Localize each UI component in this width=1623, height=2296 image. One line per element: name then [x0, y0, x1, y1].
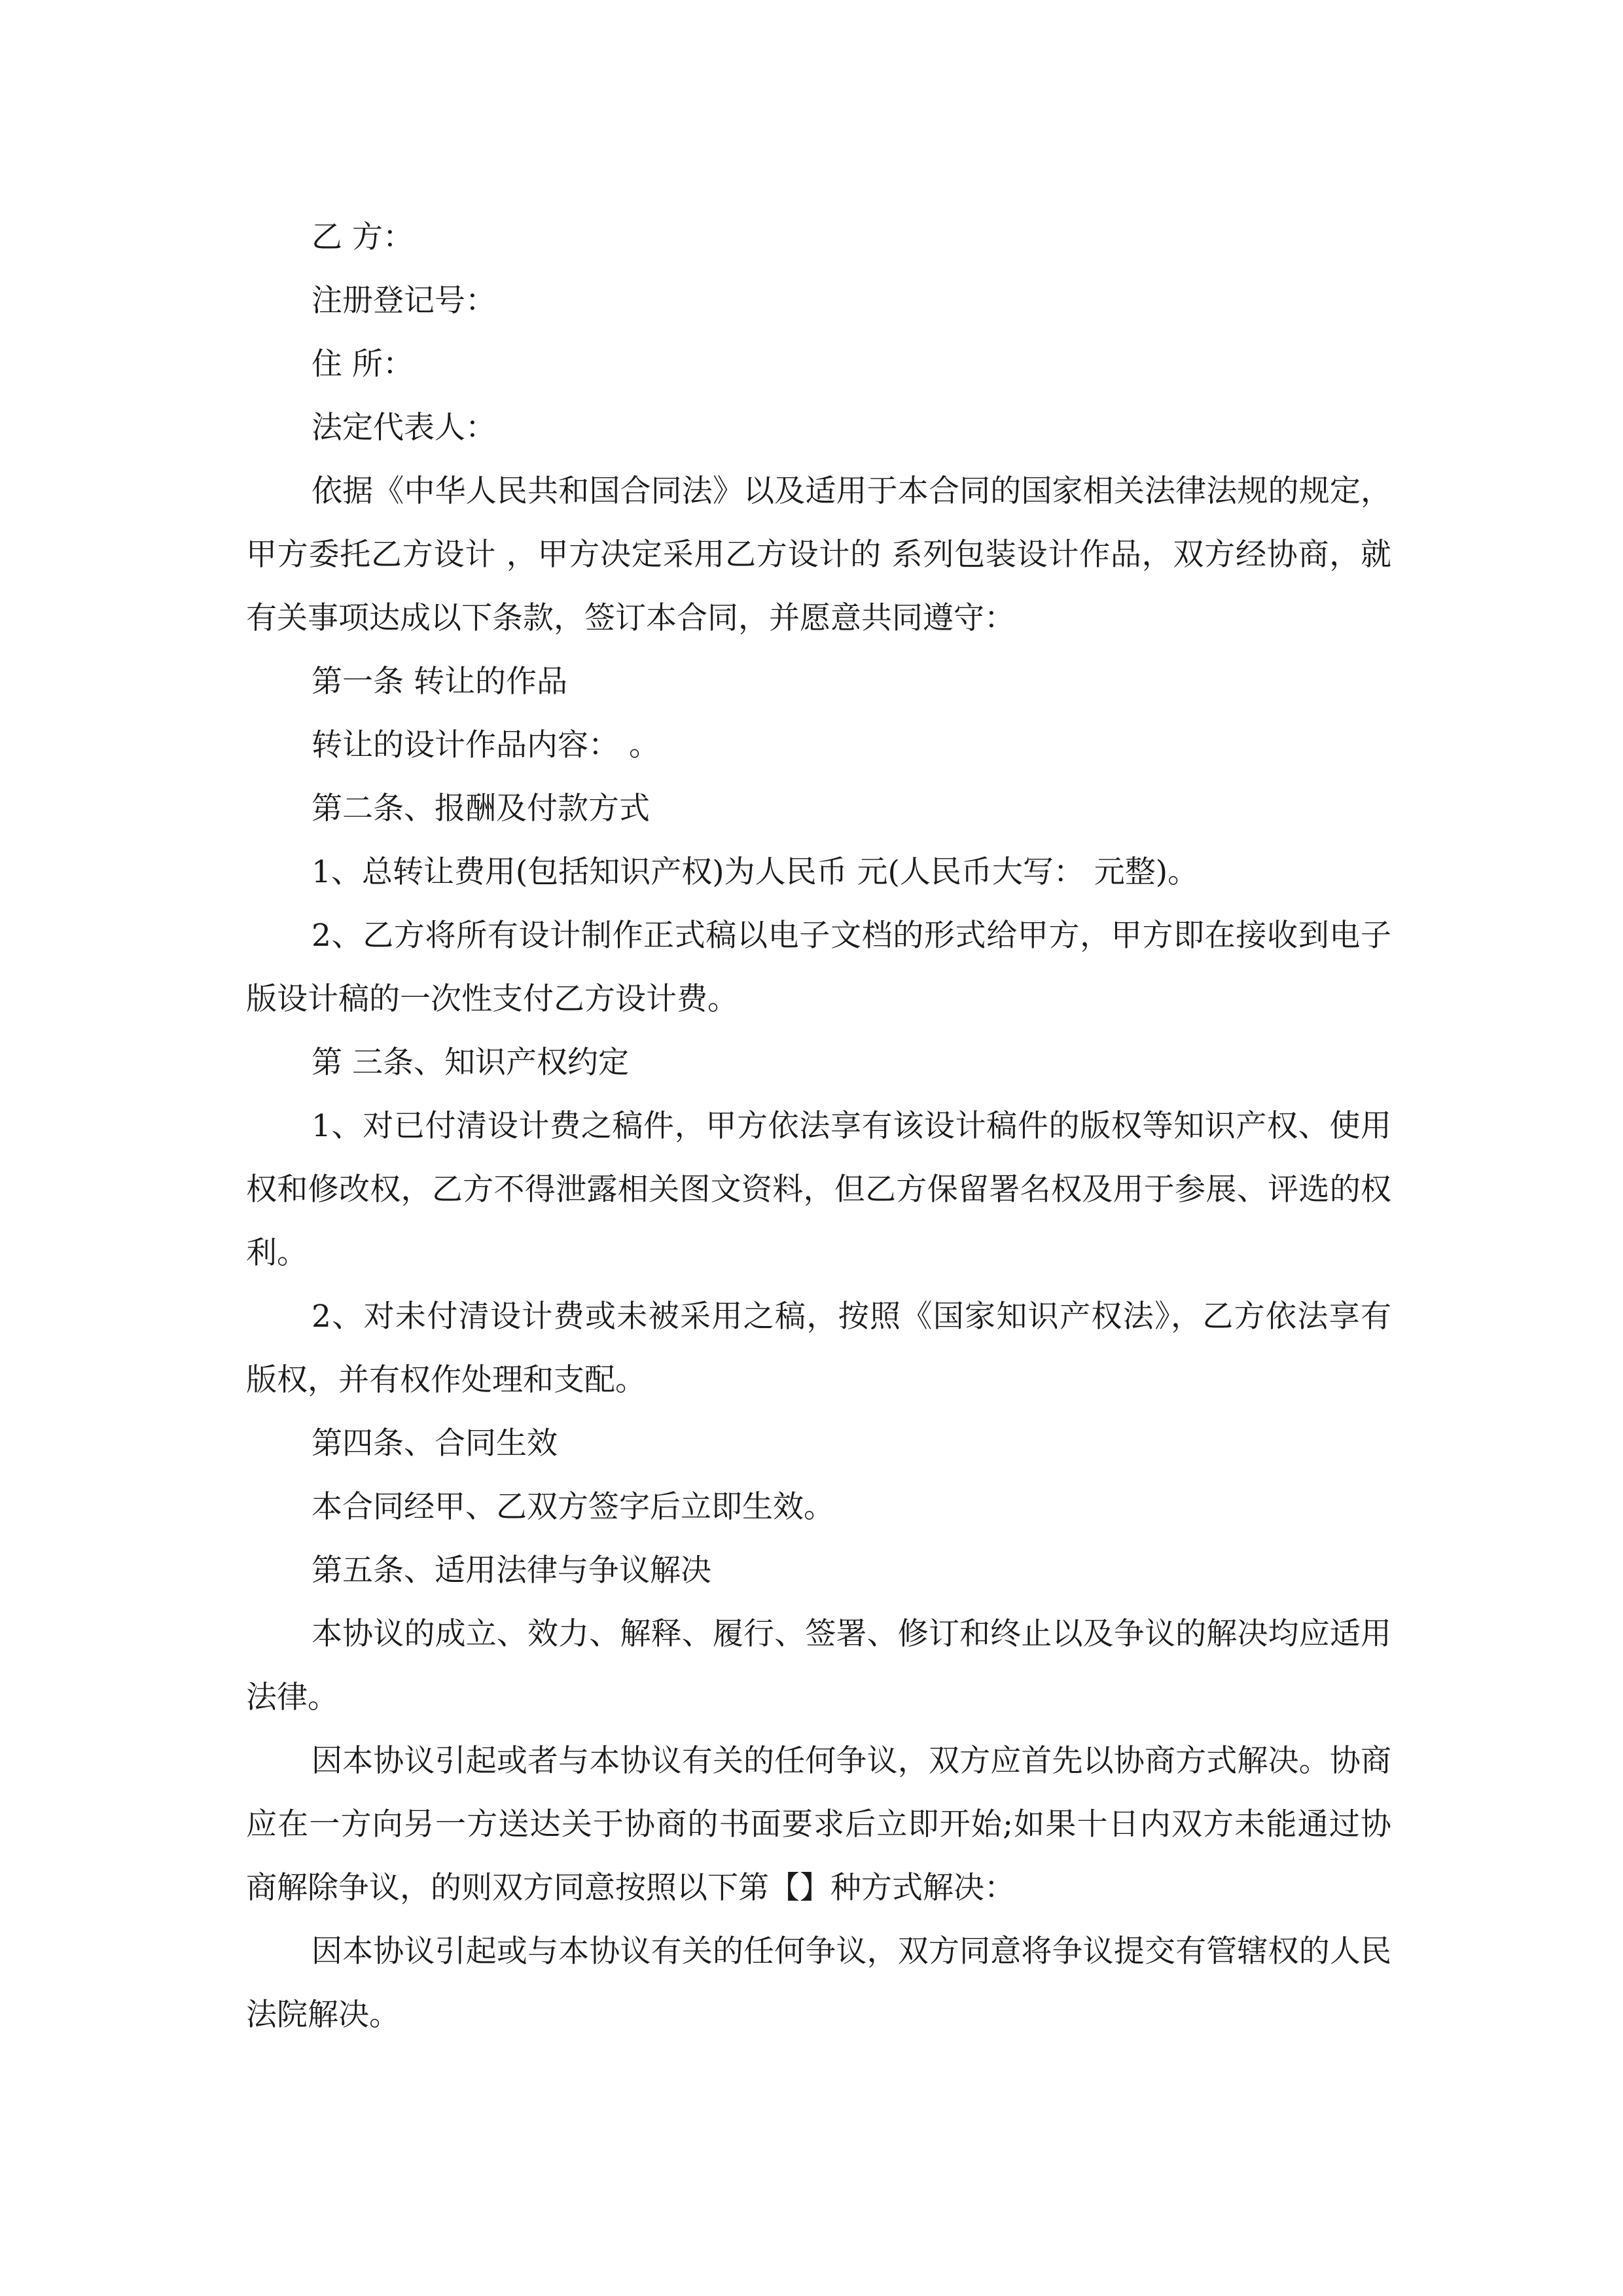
- article-5-negotiation: 因本协议引起或者与本协议有关的任何争议，双方应首先以协商方式解决。协商应在一方向另一方送达关于协商的书面要求后立即开始;如果十日内双方未能通过协商解除争议，的则双方同意按照以下第【】种方式解决：: [246, 1743, 1391, 1906]
- article-5-court-resolution: 因本协议引起或与本协议有关的任何争议，双方同意将争议提交有管辖权的人民法院解决。: [246, 1933, 1391, 2033]
- article-5-governing-law: 本协议的成立、效力、解释、履行、签署、修订和终止以及争议的解决均应适用 法律。: [246, 1616, 1391, 1715]
- party-b-label: 乙 方：: [312, 219, 414, 255]
- contract-body: [246, 206, 1391, 2047]
- legal-representative-label: 法定代表人：: [312, 410, 496, 446]
- preamble-paragraph: 依据《中华人民共和国合同法》以及适用于本合同的国家相关法律法规的规定，甲方委托乙方设计 ，甲方决定采用乙方设计的 系列包装设计作品，双方经协商，就有关事项达成以下条款，签订本合同，并愿意共同遵守：: [246, 473, 1391, 636]
- article-4-heading: 第四条、合同生效: [312, 1426, 558, 1462]
- article-5-heading: 第五条、适用法律与争议解决: [312, 1552, 711, 1588]
- article-3-clause-1: 1、对已付清设计费之稿件，甲方依法享有该设计稿件的版权等知识产权、使用权和修改权，乙方不得泄露相关图文资料，但乙方保留署名权及用于参展、评选的权利。: [246, 1108, 1391, 1271]
- article-4-content: 本合同经甲、乙双方签字后立即生效。: [312, 1489, 834, 1525]
- article-1-content: 转让的设计作品内容： 。: [312, 727, 660, 763]
- article-2-heading: 第二条、报酬及付款方式: [312, 791, 650, 827]
- article-3-clause-2: 2、对未付清设计费或未被采用之稿，按照《国家知识产权法》，乙方依法享有版权，并有权作处理和支配。: [246, 1299, 1391, 1398]
- registration-number-label: 注册登记号：: [312, 283, 496, 319]
- article-2-clause-2: 2、乙方将所有设计制作正式稿以电子文档的形式给甲方，甲方即在接收到电子版设计稿的一次性支付乙方设计费。: [246, 918, 1391, 1017]
- address-label: 住 所：: [312, 346, 414, 382]
- article-3-heading: 第 三条、知识产权约定: [312, 1045, 629, 1081]
- article-1-heading: 第一条 转让的作品: [312, 664, 567, 700]
- article-2-clause-1: 1、总转让费用(包括知识产权)为人民币 元(人民币大写： 元整)。: [312, 854, 1199, 890]
